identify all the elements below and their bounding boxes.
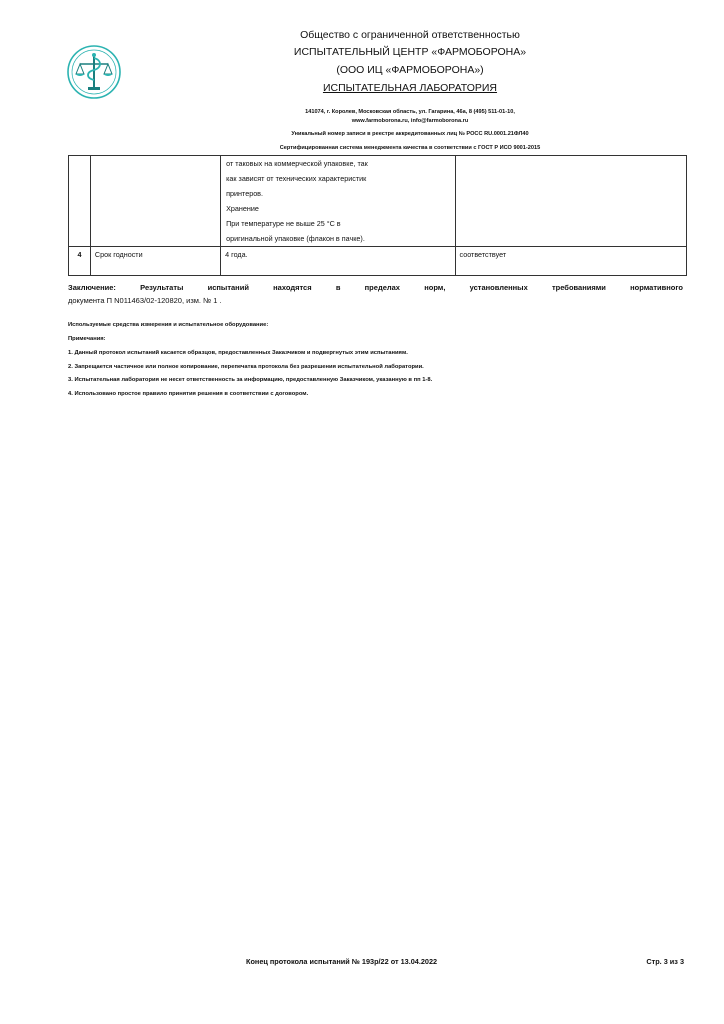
conclusion-label: Заключение: [68, 283, 116, 292]
table-cell-num [69, 156, 91, 247]
conclusion-line2: документа П N011463/02-120820, изм. № 1 . [68, 296, 222, 305]
table-cell-name [90, 156, 220, 247]
requirement-text-line: принтеров. [226, 189, 264, 198]
note-item: 3. Испытательная лаборатория не несет ответственность за информацию, предоставленную Заказчиком, указанную в пп 1-8. [68, 377, 433, 383]
conclusion-word: норм, [424, 283, 446, 292]
protocol-end-text: Конец протокола испытаний № 193р/22 от 13.04.2022 [246, 957, 438, 966]
table-cell-requirement [221, 156, 455, 247]
conclusion-line1 [68, 283, 683, 292]
requirement-text-line: При температуре не выше 25 °С в [226, 219, 341, 228]
table-cell-requirement [221, 247, 455, 276]
page-number: Стр. 3 из 3 [646, 957, 684, 966]
conclusion-word: Результаты [140, 283, 184, 292]
results-table [68, 155, 687, 276]
org-name-line3: (ООО ИЦ «ФАРМОБОРОНА») [336, 64, 484, 76]
table-cell-name [90, 247, 220, 276]
conclusion-word: требованиями [551, 283, 606, 292]
requirement-text-line: Хранение [226, 204, 259, 213]
pharmacy-scales-logo-icon [66, 44, 122, 100]
requirement-text-line: оригинальной упаковке (флакон в пачке). [226, 234, 365, 243]
note-item: 2. Запрещается частичное или полное копирование, перепечатка протокола без разрешения испытательной лаборатории. [68, 364, 424, 370]
org-name-line1: Общество с ограниченной ответственностью [300, 29, 520, 41]
table-cell-result [455, 247, 686, 276]
conclusion-word: нормативного [630, 283, 683, 292]
org-contacts: www.farmoborona.ru, info@farmoborona.ru [351, 118, 469, 124]
table-row [69, 247, 687, 276]
org-name-line4: ИСПЫТАТЕЛЬНАЯ ЛАБОРАТОРИЯ [322, 82, 498, 94]
conclusion-word: пределах [364, 283, 400, 292]
row-result: соответствует [459, 250, 507, 259]
table-row-continuation [69, 156, 687, 247]
org-certification: Сертифицированная система менеджмента качества в соответствии с ГОСТ Р ИСО 9001-2015 [279, 145, 541, 151]
org-name-line2: ИСПЫТАТЕЛЬНЫЙ ЦЕНТР «ФАРМОБОРОНА» [293, 46, 527, 58]
equipment-label: Используемые средства измерения и испытательное оборудование: [68, 322, 269, 328]
requirement-text-line: от таковых на коммерческой упаковке, так [226, 159, 368, 168]
row-requirement: 4 года. [225, 250, 248, 259]
note-item: 1. Данный протокол испытаний касается образцов, предоставленных Заказчиком и подвергнутых этим испытаниям. [68, 350, 408, 356]
table-cell-result [455, 156, 686, 247]
requirement-text-line: как зависят от технических характеристик [226, 174, 367, 183]
note-item: 4. Использовано простое правило принятия решения в соответствии с договором. [68, 391, 309, 397]
conclusion-word: испытаний [207, 283, 249, 292]
table-cell-num [69, 247, 91, 276]
org-registry-number: Уникальный номер записи в реестре аккредитованных лиц № РОСС RU.0001.21ФЛ40 [291, 131, 529, 137]
conclusion-word: установленных [469, 283, 528, 292]
row-parameter-name: Срок годности [94, 250, 143, 259]
row-number: 4 [77, 250, 82, 259]
notes-title: Примечания: [68, 336, 106, 342]
conclusion-block [68, 283, 683, 305]
org-address: 141074, г. Королев, Московская область, ул. Гагарина, 46а, 8 (495) 511-01-10, [305, 109, 515, 115]
conclusion-word: находятся [273, 283, 312, 292]
conclusion-word: в [335, 283, 341, 292]
